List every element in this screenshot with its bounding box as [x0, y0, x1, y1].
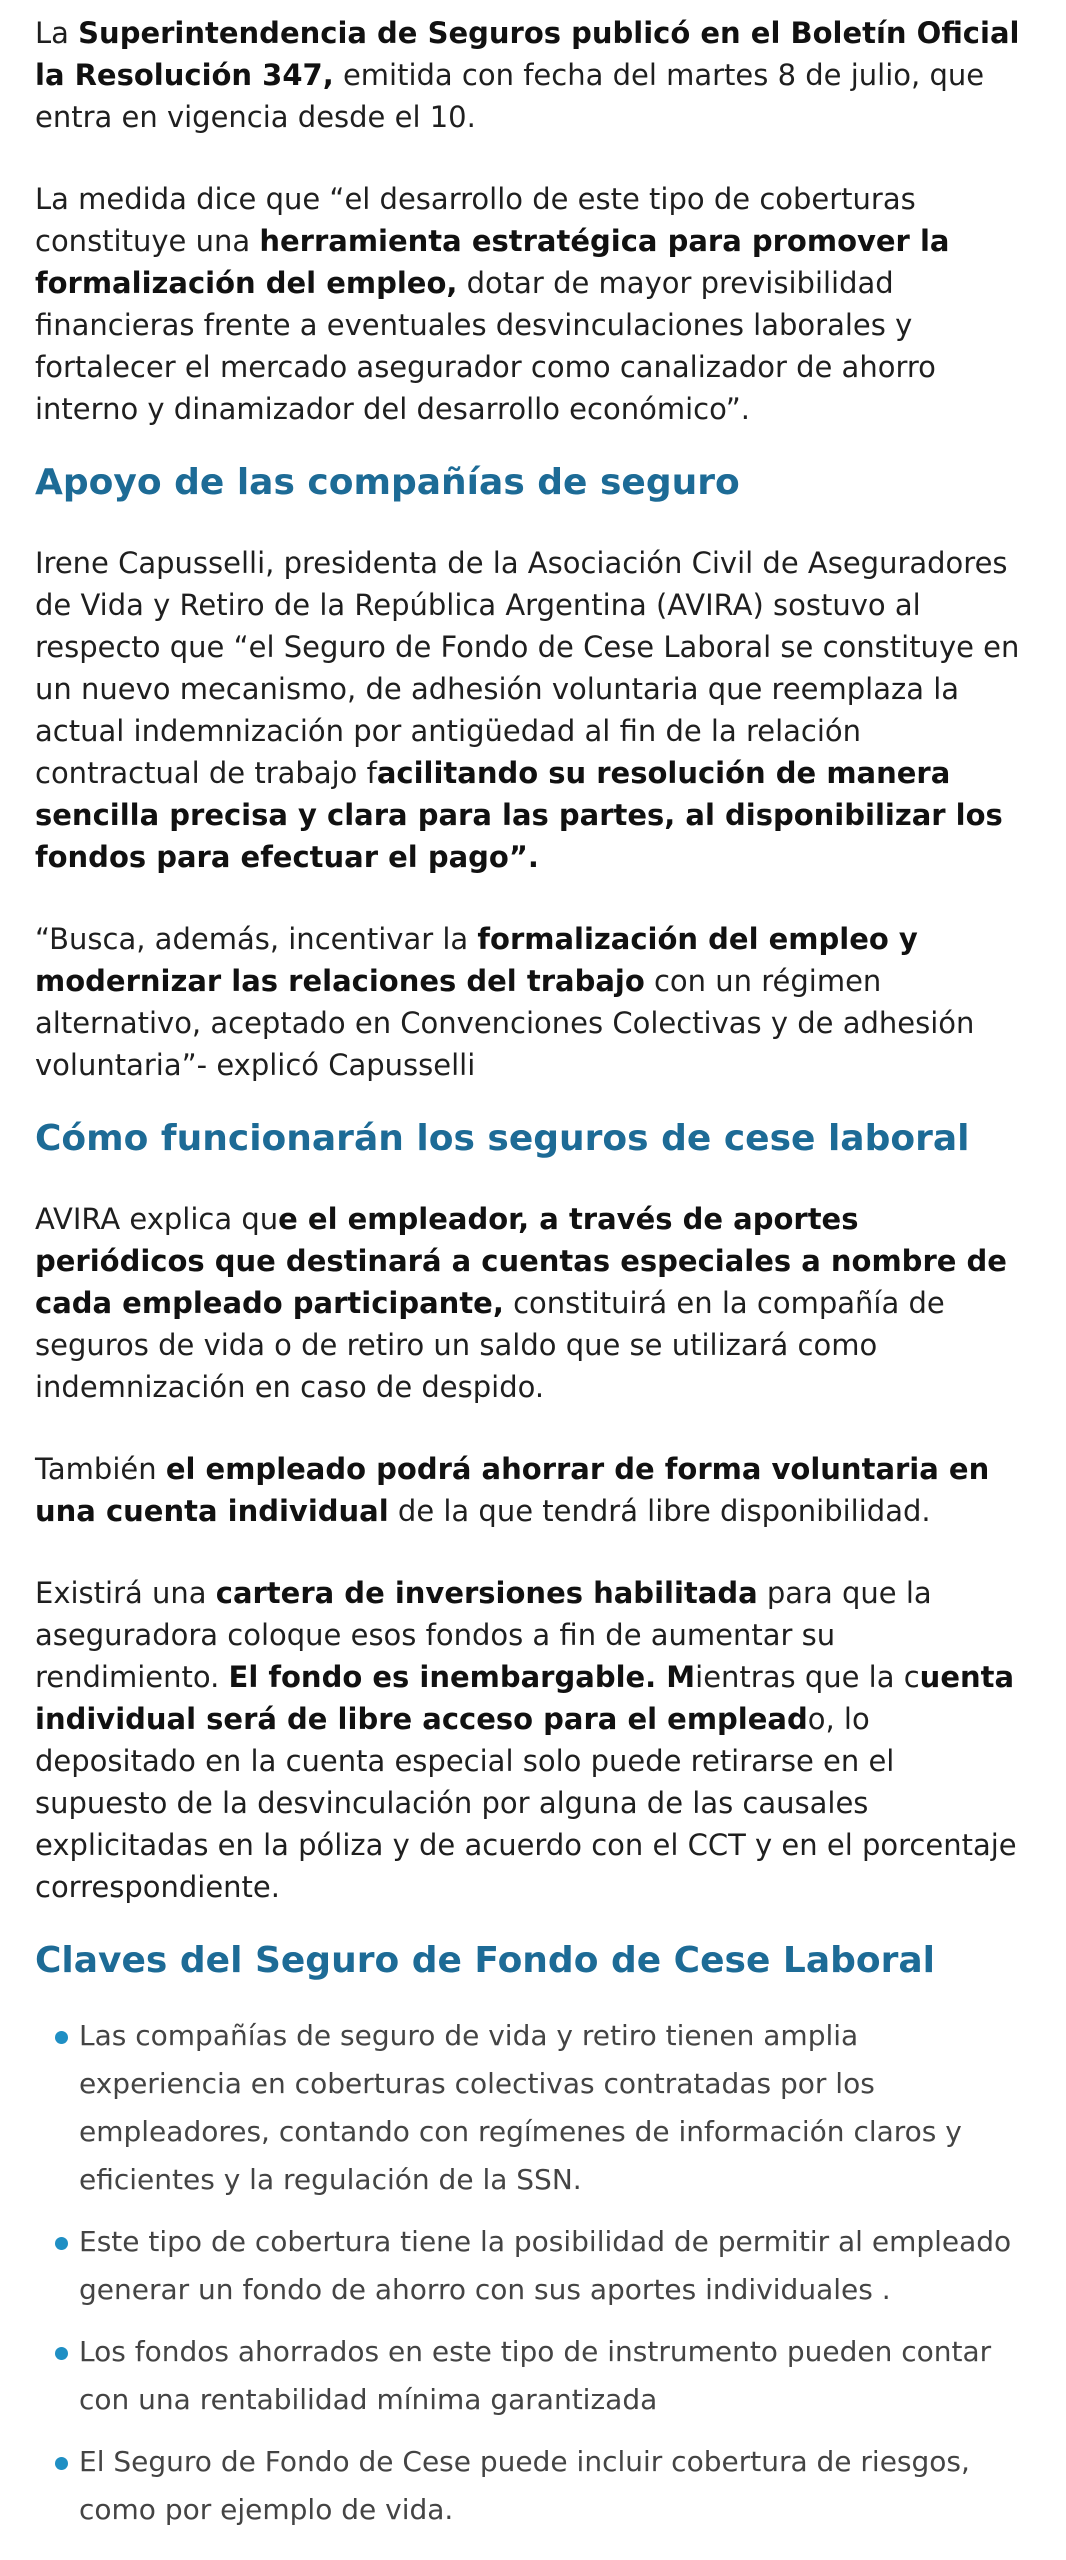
bold-text: Superintendencia de Seguros publicó en el Boletín Oficial la Resolución 347, [35, 16, 1020, 92]
text: o, lo depositado en la cuenta especial solo puede retirarse en el supuesto de la desvinculación por alguna de las causales explicitadas en la póliza y de acuerdo con el CCT y en el porcentaje correspondiente. [35, 1702, 1017, 1904]
text: La medida dice que “el desarrollo de este tipo de coberturas constituye una [35, 182, 916, 258]
paragraph-capusselli-quote [35, 542, 1024, 878]
text: “Busca, además, incentivar la [35, 922, 478, 956]
text: dotar de mayor previsibilidad financieras frente a eventuales desvinculaciones laborales y fortalecer el mercado asegurador como canalizador de ahorro interno y dinamizador del desarrollo económico”. [35, 266, 936, 426]
list-item [79, 2328, 1024, 2424]
list-item [79, 2218, 1024, 2314]
bold-text: acilitando su resolución de manera sencilla precisa y clara para las partes, al disponibilizar los fondos para efectuar el pago”. [35, 756, 1003, 874]
text: ientras que la c [695, 1660, 920, 1694]
text: Irene Capusselli, presidenta de la Asociación Civil de Aseguradores de Vida y Retiro de la República Argentina (AVIRA) sostuvo al respecto que “el Seguro de Fondo de Cese Laboral se constituye en un nuevo mecanismo, de adhesión voluntaria que reemplaza la actual indemnización por antigüedad al fin de la relación contractual de trabajo f [35, 546, 1020, 790]
bold-text: e el empleador, a través de aportes periódicos que destinará a cuentas especiales a nombre de cada empleado participante, [35, 1202, 1007, 1320]
text: constituirá en la compañía de seguros de vida o de retiro un saldo que se utilizará como indemnización en caso de despido. [35, 1286, 945, 1404]
bold-text: herramienta estratégica para promover la formalización del empleo, [35, 224, 950, 300]
bullet-dot-icon [55, 2457, 68, 2470]
bold-text: el empleado podrá ahorrar de forma voluntaria en una cuenta individual [35, 1452, 990, 1528]
bullet-dot-icon [55, 2237, 68, 2250]
paragraph-investment-portfolio [35, 1572, 1024, 1908]
paragraph-employee-savings [35, 1448, 1024, 1532]
list-item-text: Los fondos ahorrados en este tipo de instrumento pueden contar con una rentabilidad mínima garantizada [79, 2335, 992, 2416]
text: AVIRA explica qu [35, 1202, 279, 1236]
bold-text: formalización del empleo y modernizar las relaciones del trabajo [35, 922, 918, 998]
paragraph-resolution [35, 12, 1024, 138]
list-item-text: El Seguro de Fondo de Cese puede incluir cobertura de riesgos, como por ejemplo de vida. [79, 2445, 970, 2526]
section-heading-how-it-works: Cómo funcionarán los seguros de cese laboral [35, 1118, 970, 1159]
keys-bullet-list [35, 2012, 1024, 2534]
text: con un régimen alternativo, aceptado en Convenciones Colectivas y de adhesión voluntaria”- explicó Capusselli [35, 964, 975, 1082]
bold-text: cartera de inversiones habilitada [215, 1576, 758, 1610]
list-item [79, 2012, 1024, 2204]
paragraph-employer-contributions [35, 1198, 1024, 1408]
section-heading-support: Apoyo de las compañías de seguro [35, 462, 740, 503]
paragraph-measure [35, 178, 1024, 430]
bullet-dot-icon [55, 2031, 68, 2044]
bullet-dot-icon [55, 2347, 68, 2360]
text: emitida con fecha del martes 8 de julio, que entra en vigencia desde el 10. [35, 58, 985, 134]
list-item-text: Las compañías de seguro de vida y retiro tienen amplia experiencia en coberturas colectivas contratadas por los empleadores, contando con regímenes de información claros y eficientes y la regulación de la SSN. [79, 2019, 962, 2196]
paragraph-formalization [35, 918, 1024, 1086]
text: Existirá una [35, 1576, 216, 1610]
list-item-text: Este tipo de cobertura tiene la posibilidad de permitir al empleado generar un fondo de ahorro con sus aportes individuales . [79, 2225, 1012, 2306]
bold-text: El fondo es inembargable. M [228, 1660, 696, 1694]
text: de la que tendrá libre disponibilidad. [388, 1494, 931, 1528]
text: También [35, 1452, 166, 1486]
bold-text: uenta individual será de libre acceso para el emplead [35, 1660, 1015, 1736]
text: La [35, 16, 79, 50]
list-item [79, 2438, 1024, 2534]
text: para que la aseguradora coloque esos fondos a fin de aumentar su rendimiento. [35, 1576, 932, 1694]
section-heading-keys: Claves del Seguro de Fondo de Cese Laboral [35, 1940, 936, 1981]
